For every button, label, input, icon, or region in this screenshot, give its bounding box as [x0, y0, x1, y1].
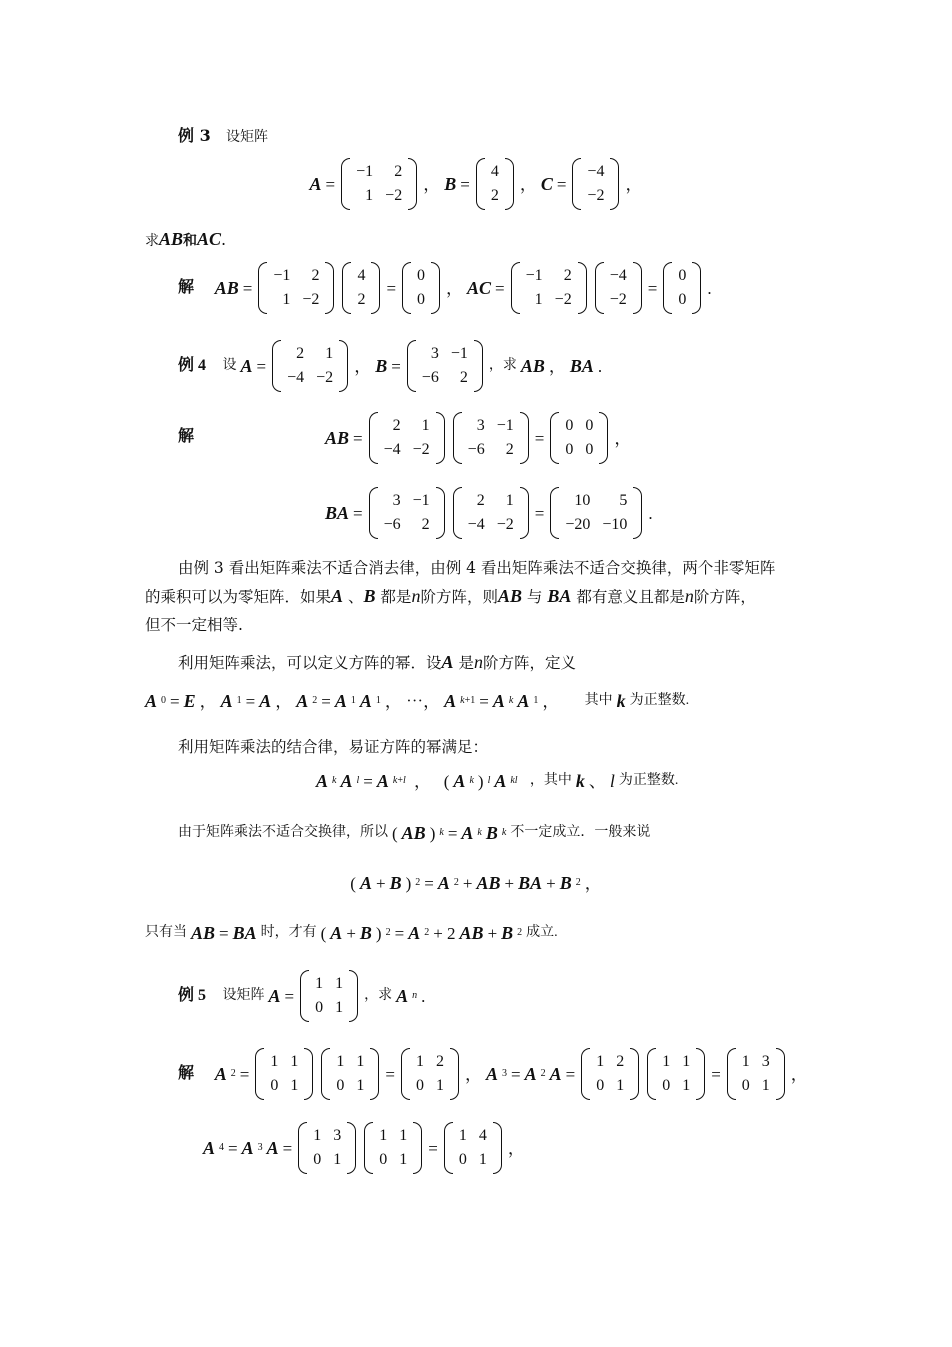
matrix-cell: −1: [450, 345, 468, 362]
matrix-row: [656, 1050, 696, 1074]
matrix-row: [453, 1148, 493, 1172]
matrix-body: [462, 489, 520, 537]
matrix-row: [672, 288, 692, 312]
matrix-row: [267, 288, 325, 312]
matrix-cell: 5: [619, 492, 628, 509]
matrix-cell: 2: [394, 163, 403, 180]
matrix-row: [264, 1050, 304, 1074]
matrix-body: [559, 489, 633, 537]
paragraph-2: 利用矩阵乘法，可以定义方阵的幂．设A 是n阶方阵，定义: [178, 652, 576, 672]
matrix-row: [462, 513, 520, 537]
matrix-row: [559, 513, 633, 537]
matrix: [453, 412, 529, 464]
matrix-row: [520, 288, 578, 312]
matrix: [321, 1048, 379, 1100]
matrix-row: [378, 489, 436, 513]
matrix-cell: 1: [505, 492, 514, 509]
matrix-cell: 1: [399, 1127, 408, 1144]
right-paren: [413, 1122, 422, 1174]
right-paren: [520, 412, 529, 464]
matrix-row: [307, 1148, 347, 1172]
matrix-row: [462, 489, 520, 513]
matrix: [453, 487, 529, 539]
matrix-row: [453, 1124, 493, 1148]
matrix-c: [572, 158, 619, 210]
right-paren: [436, 487, 445, 539]
matrix-cell: 1: [313, 1127, 322, 1144]
right-paren: [431, 262, 440, 314]
matrix-body: [485, 160, 505, 208]
matrix: [300, 970, 358, 1022]
right-paren: [474, 340, 483, 392]
matrix: [255, 1048, 313, 1100]
left-paren: [453, 487, 462, 539]
matrix-cell: 1: [365, 187, 374, 204]
matrix-cell: 1: [356, 1053, 365, 1070]
matrix-body: [410, 1050, 450, 1098]
power-definition: A 0 = E ， A 1 = A ， A 2 = A 1 A 1 ， ⋯， A k+1 = A k A 1 ， 其中 k 为正整数.: [145, 691, 690, 711]
right-paren: [696, 1048, 705, 1100]
matrix-cell: 0: [585, 417, 594, 434]
matrix-row: [462, 414, 520, 438]
matrix-body: [581, 160, 610, 208]
matrix-body: [672, 264, 692, 312]
right-paren: [370, 1048, 379, 1100]
matrix-row: [416, 342, 474, 366]
matrix-cell: 1: [682, 1053, 691, 1070]
matrix-row: [410, 1074, 450, 1098]
matrix-cell: −2: [302, 291, 320, 308]
matrix-cell: −4: [383, 441, 401, 458]
matrix-cell: 1: [435, 1077, 444, 1094]
right-paren: [347, 1122, 356, 1174]
right-paren: [633, 487, 642, 539]
matrix-cell: 0: [336, 1077, 345, 1094]
matrix-cell: −6: [467, 441, 485, 458]
matrix-row: [411, 264, 431, 288]
matrix: [595, 262, 642, 314]
matrix-row: [330, 1050, 370, 1074]
right-paren: [599, 412, 608, 464]
right-paren: [776, 1048, 785, 1100]
matrix-cell: 4: [478, 1127, 487, 1144]
matrix-cell: 2: [505, 441, 514, 458]
paragraph-1: 由例 3 看出矩阵乘法不适合消去律，由例 4 看出矩阵乘法不适合交换律，两个非零矩阵 的乘积可以为零矩阵．如果A 、B 都是n阶方阵，则AB 与 BA 都有意义且都是n阶方阵， 但不一定相等.: [145, 559, 776, 634]
matrix-row: [378, 438, 436, 462]
matrix-cell: 1: [662, 1053, 671, 1070]
matrix-cell: −1: [273, 267, 291, 284]
matrix: [272, 340, 348, 392]
matrix-row: [281, 342, 339, 366]
matrix-row: [520, 264, 578, 288]
right-paren: [339, 340, 348, 392]
matrix-cell: −1: [412, 492, 430, 509]
matrix-cell: 3: [333, 1127, 342, 1144]
matrix-cell: 1: [379, 1127, 388, 1144]
matrix-row: [604, 264, 633, 288]
matrix-cell: 3: [476, 417, 485, 434]
example-4-solution-label: 解: [178, 426, 195, 445]
right-paren: [633, 262, 642, 314]
matrix-cell: 0: [585, 441, 594, 458]
matrix-row: [267, 264, 325, 288]
left-paren: [321, 1048, 330, 1100]
matrix-body: [267, 264, 325, 312]
left-paren: [369, 487, 378, 539]
matrix-body: [411, 264, 431, 312]
matrix-cell: −4: [467, 516, 485, 533]
matrix-row: [559, 414, 599, 438]
matrix-a: [341, 158, 417, 210]
matrix-cell: 2: [563, 267, 572, 284]
left-paren: [298, 1122, 307, 1174]
matrix-row: [330, 1074, 370, 1098]
matrix-cell: −6: [421, 369, 439, 386]
example-5-solution: 解 A 2 = 1 1 0 1 1 1 0 1 = 1 2 0 1 ， A 3 = A 2 A = 1 2 0 1 1 1 0 1 = 1 3 0 1 ，: [178, 1048, 808, 1100]
matrix-body: [736, 1050, 776, 1098]
left-paren: [511, 262, 520, 314]
matrix-cell: −2: [609, 291, 627, 308]
matrix-row: [485, 160, 505, 184]
paragraph-4: 利用矩阵乘法的结合律，易证方阵的幂满足：: [178, 738, 489, 756]
matrix-cell: 0: [565, 417, 574, 434]
matrix-body: [604, 264, 633, 312]
left-paren: [402, 262, 411, 314]
matrix-row: [590, 1050, 630, 1074]
matrix-cell: 1: [336, 1053, 345, 1070]
matrix-cell: 1: [596, 1053, 605, 1070]
matrix-cell: −20: [565, 516, 591, 533]
matrix: [342, 262, 380, 314]
matrix: [369, 412, 445, 464]
example-4-ba: BA = 3 −1 −6 2 2 1 −4 −2 = 10 5 −20 −10 .: [325, 487, 653, 539]
matrix-cell: 2: [490, 187, 499, 204]
right-paren: [325, 262, 334, 314]
matrix: [369, 487, 445, 539]
matrix: [407, 340, 483, 392]
left-paren: [595, 262, 604, 314]
matrix-cell: 1: [335, 975, 344, 992]
left-paren: [453, 412, 462, 464]
matrix-row: [350, 184, 408, 208]
matrix-body: [373, 1124, 413, 1172]
matrix: [647, 1048, 705, 1100]
matrix-cell: 1: [282, 291, 291, 308]
matrix-body: [281, 342, 339, 390]
left-paren: [663, 262, 672, 314]
left-paren: [300, 970, 309, 1022]
paragraph-7: 只有当 AB = BA 时，才有 ( A + B ) 2 = A 2 + 2 AB + B 2 成立.: [145, 923, 558, 943]
matrix: [364, 1122, 422, 1174]
matrix-cell: 1: [534, 291, 543, 308]
matrix-cell: −2: [587, 187, 605, 204]
matrix-body: [590, 1050, 630, 1098]
matrix-body: [378, 414, 436, 462]
matrix: [258, 262, 334, 314]
right-paren: [692, 262, 701, 314]
matrix-body: [462, 414, 520, 462]
matrix-body: [520, 264, 578, 312]
matrix-row: [410, 1050, 450, 1074]
left-paren: [550, 487, 559, 539]
matrix: [298, 1122, 356, 1174]
matrix-row: [559, 438, 599, 462]
matrix-cell: −10: [602, 516, 628, 533]
matrix-cell: 1: [741, 1053, 750, 1070]
matrix-cell: −2: [496, 516, 514, 533]
matrix-row: [281, 366, 339, 390]
matrix-cell: 0: [662, 1077, 671, 1094]
matrix-row: [656, 1074, 696, 1098]
matrix-cell: 10: [574, 492, 591, 509]
matrix-cell: −4: [287, 369, 305, 386]
left-paren: [572, 158, 581, 210]
matrix-cell: 2: [435, 1053, 444, 1070]
matrix-cell: 1: [290, 1077, 299, 1094]
matrix-cell: −2: [412, 441, 430, 458]
left-paren: [727, 1048, 736, 1100]
matrix: [444, 1122, 502, 1174]
matrix-cell: 0: [678, 267, 687, 284]
matrix-body: [330, 1050, 370, 1098]
matrix-cell: 0: [596, 1077, 605, 1094]
right-paren: [493, 1122, 502, 1174]
right-paren: [450, 1048, 459, 1100]
matrix-body: [351, 264, 371, 312]
matrix-cell: 1: [761, 1077, 770, 1094]
right-paren: [578, 262, 587, 314]
example-4-ab: AB = 2 1 −4 −2 3 −1 −6 2 = 0 0 0 0 ，: [325, 412, 631, 464]
left-paren: [550, 412, 559, 464]
matrix-body: [559, 414, 599, 462]
matrix-row: [416, 366, 474, 390]
matrix-cell: 2: [421, 516, 430, 533]
paragraph-6: 由于矩阵乘法不适合交换律，所以 ( AB ) k = A k B k 不一定成立．一般来说: [178, 823, 651, 843]
left-paren: [444, 1122, 453, 1174]
matrix-cell: 1: [421, 417, 430, 434]
matrix-cell: 3: [761, 1053, 770, 1070]
matrix-body: [350, 160, 408, 208]
left-paren: [255, 1048, 264, 1100]
left-paren: [407, 340, 416, 392]
left-paren: [647, 1048, 656, 1100]
left-paren: [364, 1122, 373, 1174]
matrix: [511, 262, 587, 314]
matrix-cell: 1: [399, 1151, 408, 1168]
matrix-cell: 0: [565, 441, 574, 458]
left-paren: [342, 262, 351, 314]
matrix-cell: 3: [430, 345, 439, 362]
matrix-cell: −2: [385, 187, 403, 204]
matrix: [550, 412, 608, 464]
matrix-row: [378, 414, 436, 438]
matrix-row: [264, 1074, 304, 1098]
matrix-cell: 0: [678, 291, 687, 308]
example-3-matrices: A = −1 2 1 −2 ， B = 4 2 ， C = −4 −2 ，: [0, 158, 952, 210]
matrix-cell: 2: [357, 291, 366, 308]
matrix: [402, 262, 440, 314]
right-paren: [520, 487, 529, 539]
matrix-body: [309, 972, 349, 1020]
matrix-cell: −2: [316, 369, 334, 386]
matrix-cell: 1: [315, 975, 324, 992]
left-paren: [272, 340, 281, 392]
matrix-cell: 1: [270, 1053, 279, 1070]
matrix-cell: −1: [356, 163, 374, 180]
right-paren: [408, 158, 417, 210]
example-3-solution: 解 AB = −1 2 1 −2 4 2 = 0 0 ， AC = −1 2 1 −2 −4 −2 = 0 0 .: [178, 262, 712, 314]
left-paren: [258, 262, 267, 314]
matrix-row: [736, 1050, 776, 1074]
matrix: [581, 1048, 639, 1100]
matrix-row: [485, 184, 505, 208]
right-paren: [505, 158, 514, 210]
left-paren: [369, 412, 378, 464]
example-3-heading: 例 3 设矩阵: [178, 126, 268, 145]
matrix-row: [581, 184, 610, 208]
matrix-row: [462, 438, 520, 462]
matrix-cell: 0: [270, 1077, 279, 1094]
matrix-cell: 2: [392, 417, 401, 434]
matrix-row: [350, 160, 408, 184]
right-paren: [349, 970, 358, 1022]
matrix-row: [590, 1074, 630, 1098]
matrix-row: [378, 513, 436, 537]
matrix: [727, 1048, 785, 1100]
example-5-heading: 例 5 设矩阵 A = 1 1 0 1 ，求 A n .: [178, 970, 425, 1022]
matrix-cell: 2: [311, 267, 320, 284]
matrix-cell: 1: [616, 1077, 625, 1094]
example-4-heading: 例 4 设 A = 2 1 −4 −2 ， B = 3 −1 −6 2 ，求 AB ， BA .: [178, 340, 602, 392]
left-paren: [401, 1048, 410, 1100]
matrix-cell: 0: [417, 291, 426, 308]
matrix-cell: 0: [415, 1077, 424, 1094]
matrix-row: [373, 1124, 413, 1148]
matrix-cell: 1: [682, 1077, 691, 1094]
matrix-cell: 2: [459, 369, 468, 386]
example-5-a4: A 4 = A 3 A = 1 3 0 1 1 1 0 1 = 1 4 0 1 ，: [203, 1122, 525, 1174]
matrix-row: [604, 288, 633, 312]
right-paren: [630, 1048, 639, 1100]
matrix-cell: −4: [609, 267, 627, 284]
matrix-cell: −2: [554, 291, 572, 308]
right-paren: [610, 158, 619, 210]
matrix-row: [351, 264, 371, 288]
matrix-cell: 2: [476, 492, 485, 509]
matrix: [663, 262, 701, 314]
matrix-b: [476, 158, 514, 210]
matrix-body: [453, 1124, 493, 1172]
matrix-row: [581, 160, 610, 184]
matrix-cell: 0: [313, 1151, 322, 1168]
matrix-row: [736, 1074, 776, 1098]
matrix-body: [264, 1050, 304, 1098]
matrix-row: [672, 264, 692, 288]
square-expansion: ( A + B ) 2 = A 2 + AB + BA + B 2 ，: [350, 873, 602, 893]
matrix-body: [416, 342, 474, 390]
matrix: [401, 1048, 459, 1100]
matrix-cell: 1: [415, 1053, 424, 1070]
matrix-cell: 1: [356, 1077, 365, 1094]
matrix-cell: 0: [315, 999, 324, 1016]
matrix-cell: 2: [296, 345, 305, 362]
left-paren: [341, 158, 350, 210]
matrix-cell: −1: [496, 417, 514, 434]
power-rules: A k A l = A k+l ， ( A k ) l A kl ，其中 k 、 l 为正整数.: [316, 771, 679, 791]
right-paren: [304, 1048, 313, 1100]
right-paren: [436, 412, 445, 464]
matrix-cell: 0: [741, 1077, 750, 1094]
matrix-row: [309, 972, 349, 996]
example-3-question: 求AB和AC.: [145, 229, 227, 249]
matrix-row: [351, 288, 371, 312]
matrix-body: [656, 1050, 696, 1098]
matrix-cell: 1: [290, 1053, 299, 1070]
matrix-cell: 4: [490, 163, 499, 180]
matrix-cell: 1: [478, 1151, 487, 1168]
matrix-row: [373, 1148, 413, 1172]
matrix-body: [378, 489, 436, 537]
matrix-cell: 2: [616, 1053, 625, 1070]
matrix-cell: 1: [333, 1151, 342, 1168]
matrix-cell: −6: [383, 516, 401, 533]
matrix-cell: −4: [587, 163, 605, 180]
matrix-cell: −1: [525, 267, 543, 284]
matrix-row: [411, 288, 431, 312]
left-paren: [476, 158, 485, 210]
matrix-cell: 1: [325, 345, 334, 362]
matrix-body: [307, 1124, 347, 1172]
matrix: [550, 487, 642, 539]
left-paren: [581, 1048, 590, 1100]
matrix-row: [307, 1124, 347, 1148]
matrix-row: [309, 996, 349, 1020]
matrix-cell: 0: [379, 1151, 388, 1168]
right-paren: [371, 262, 380, 314]
matrix-cell: 1: [335, 999, 344, 1016]
matrix-cell: 0: [417, 267, 426, 284]
matrix-cell: 1: [458, 1127, 467, 1144]
matrix-row: [559, 489, 633, 513]
matrix-cell: 4: [357, 267, 366, 284]
matrix-cell: 0: [458, 1151, 467, 1168]
matrix-cell: 3: [392, 492, 401, 509]
